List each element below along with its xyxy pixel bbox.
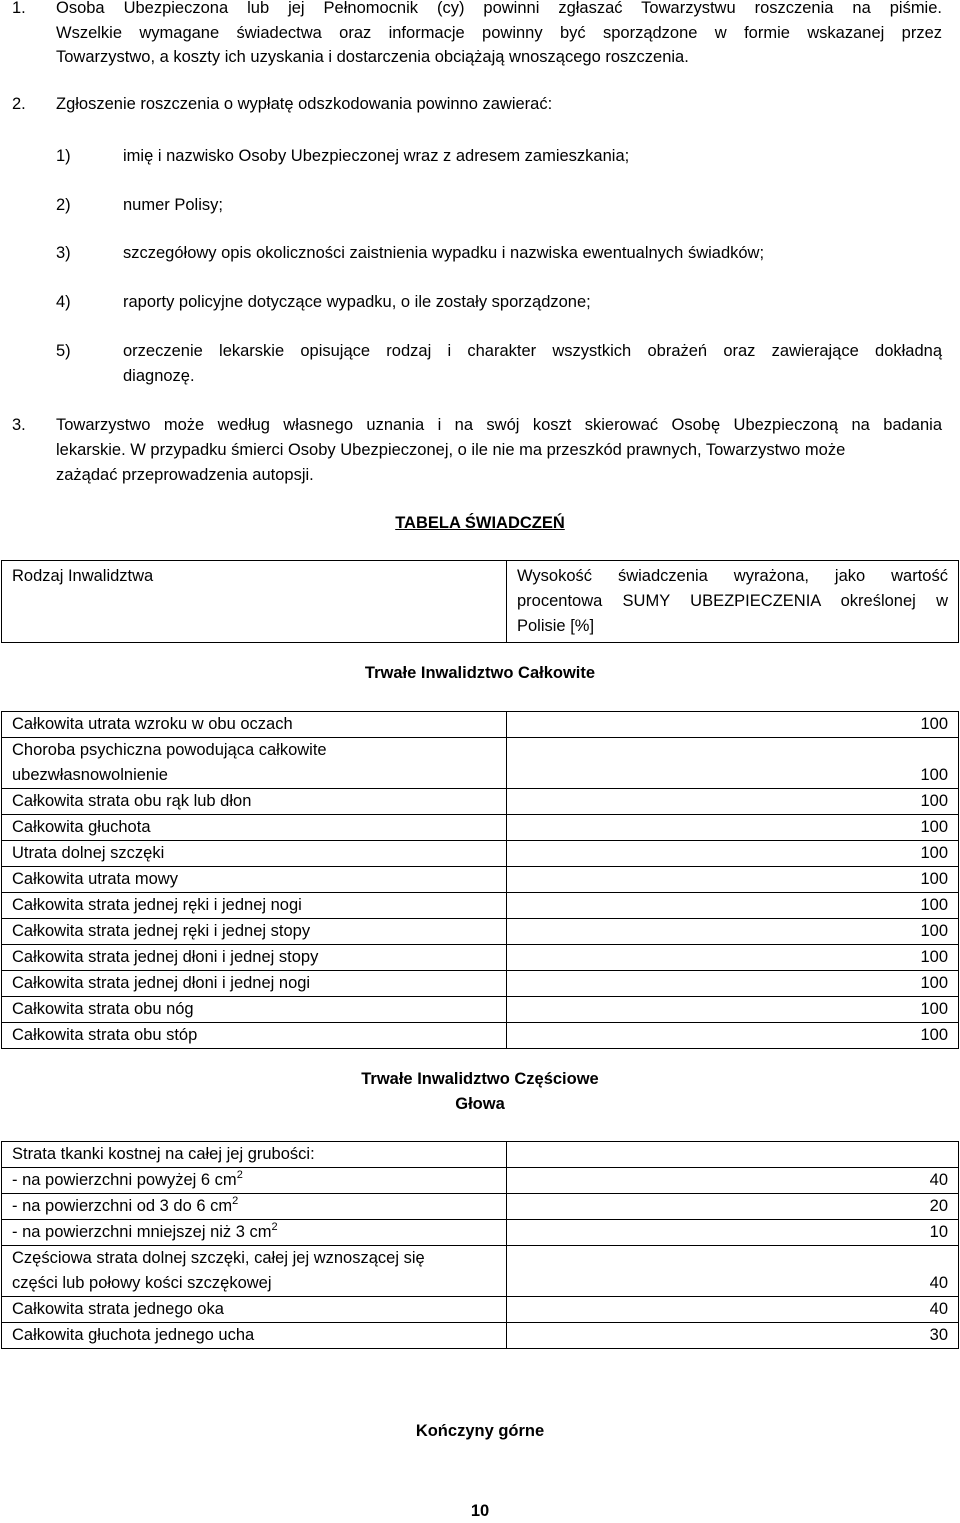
section-3-line-2: lekarskie. W przypadku śmierci Osoby Ubezpieczonej, o ile nie ma przeszkód prawnych, Towarzystwo może bbox=[56, 441, 846, 459]
item-5-text-line-2: diagnozę. bbox=[123, 367, 195, 385]
row-label: Całkowita strata jednej dłoni i jednej nogi bbox=[2, 971, 507, 997]
row-value: 40 bbox=[507, 1246, 959, 1297]
row-label-line-2: części lub połowy kości szczękowej bbox=[12, 1274, 272, 1292]
row-label-line-1: Częściowa strata dolnej szczęki, całej jej wznoszącej się bbox=[12, 1249, 425, 1267]
table-row bbox=[2, 738, 959, 789]
row-label: Całkowita strata jednej ręki i jednej nogi bbox=[2, 893, 507, 919]
section-title-total: Trwałe Inwalidztwo Całkowite bbox=[364, 664, 596, 682]
section-3-number: 3. bbox=[12, 416, 26, 434]
superscript: 2 bbox=[236, 1169, 243, 1181]
row-label-text: - na powierzchni powyżej 6 cm bbox=[12, 1171, 237, 1189]
page-number: 10 bbox=[470, 1502, 490, 1520]
row-value: 100 bbox=[507, 841, 959, 867]
row-label bbox=[2, 1246, 507, 1297]
header-col-type: Rodzaj Inwalidztwa bbox=[2, 561, 507, 643]
row-value: 100 bbox=[507, 997, 959, 1023]
row-label bbox=[2, 1194, 507, 1220]
row-label: Całkowita strata jednego oka bbox=[2, 1297, 507, 1323]
table-row bbox=[2, 815, 959, 841]
row-value: 100 bbox=[507, 789, 959, 815]
superscript: 2 bbox=[232, 1195, 239, 1207]
item-4-number: 4) bbox=[56, 293, 71, 311]
row-value: 100 bbox=[507, 893, 959, 919]
row-value: 100 bbox=[507, 815, 959, 841]
row-label: Strata tkanki kostnej na całej jej grubości: bbox=[2, 1142, 507, 1168]
row-label: Całkowita utrata wzroku w obu oczach bbox=[2, 712, 507, 738]
header-col-value-line-2: procentowa SUMY UBEZPIECZENIA określonej w bbox=[517, 592, 948, 610]
table-row bbox=[2, 997, 959, 1023]
section-2-number: 2. bbox=[12, 95, 26, 113]
table-row bbox=[2, 1323, 959, 1349]
table-row bbox=[2, 867, 959, 893]
row-value: 100 bbox=[507, 1023, 959, 1049]
item-1-number: 1) bbox=[56, 147, 71, 165]
table-row bbox=[2, 919, 959, 945]
superscript: 2 bbox=[271, 1221, 278, 1233]
table-row bbox=[2, 841, 959, 867]
row-value: 40 bbox=[507, 1297, 959, 1323]
section-title-partial: Trwałe Inwalidztwo Częściowe bbox=[361, 1070, 599, 1088]
row-label bbox=[2, 1220, 507, 1246]
row-value: 100 bbox=[507, 867, 959, 893]
row-value: 10 bbox=[507, 1220, 959, 1246]
section-title-upper-limbs: Kończyny górne bbox=[415, 1422, 545, 1440]
row-value: 20 bbox=[507, 1194, 959, 1220]
table-row bbox=[2, 1194, 959, 1220]
item-2-number: 2) bbox=[56, 196, 71, 214]
row-label: Całkowita strata obu rąk lub dłon bbox=[2, 789, 507, 815]
table-row bbox=[2, 1220, 959, 1246]
table-row bbox=[2, 945, 959, 971]
item-3-text: szczegółowy opis okoliczności zaistnienia wypadku i nazwiska ewentualnych świadków; bbox=[123, 244, 765, 262]
total-disability-table bbox=[1, 711, 959, 1049]
row-label bbox=[2, 738, 507, 789]
row-label: Całkowita strata jednej dłoni i jednej stopy bbox=[2, 945, 507, 971]
row-value: 40 bbox=[507, 1168, 959, 1194]
item-5-text-line-1: orzeczenie lekarskie opisujące rodzaj i charakter wszystkich obrażeń oraz zawierające dokładną bbox=[123, 342, 942, 360]
row-value: 100 bbox=[507, 738, 959, 789]
row-label: Całkowita głuchota bbox=[2, 815, 507, 841]
section-1-line-1: Osoba Ubezpieczona lub jej Pełnomocnik (cy) powinni zgłaszać Towarzystwu roszczenia na piśmie. bbox=[56, 0, 942, 17]
item-1-text: imię i nazwisko Osoby Ubezpieczonej wraz z adresem zamieszkania; bbox=[123, 147, 630, 165]
section-3-line-1: Towarzystwo może według własnego uznania i na swój koszt skierować Osobę Ubezpieczoną na badania bbox=[56, 416, 942, 434]
row-value: 100 bbox=[507, 919, 959, 945]
header-col-value-line-3: Polisie [%] bbox=[517, 617, 595, 635]
table-row bbox=[2, 789, 959, 815]
table-row bbox=[2, 1142, 959, 1168]
table-row bbox=[2, 971, 959, 997]
table-title: TABELA ŚWIADCZEŃ bbox=[395, 514, 565, 532]
table-row bbox=[2, 893, 959, 919]
item-4-text: raporty policyjne dotyczące wypadku, o ile zostały sporządzone; bbox=[123, 293, 591, 311]
partial-disability-table bbox=[1, 1141, 959, 1349]
section-1-number: 1. bbox=[12, 0, 26, 17]
row-value: 100 bbox=[507, 945, 959, 971]
row-label: Całkowita utrata mowy bbox=[2, 867, 507, 893]
row-label: Całkowita strata jednej ręki i jednej stopy bbox=[2, 919, 507, 945]
row-label: Całkowita strata obu stóp bbox=[2, 1023, 507, 1049]
section-1-line-3: Towarzystwo, a koszty ich uzyskania i dostarczenia obciążają wnoszącego roszczenia. bbox=[56, 48, 689, 66]
table-row bbox=[2, 1023, 959, 1049]
table-row bbox=[2, 1168, 959, 1194]
row-label: Całkowita głuchota jednego ucha bbox=[2, 1323, 507, 1349]
row-value: 100 bbox=[507, 712, 959, 738]
row-label-text: - na powierzchni mniejszej niż 3 cm bbox=[12, 1223, 272, 1241]
row-label: Całkowita strata obu nóg bbox=[2, 997, 507, 1023]
table-row bbox=[2, 1297, 959, 1323]
row-label bbox=[2, 1168, 507, 1194]
section-3-line-3: zażądać przeprowadzenia autopsji. bbox=[56, 466, 314, 484]
section-2-intro: Zgłoszenie roszczenia o wypłatę odszkodowania powinno zawierać: bbox=[56, 95, 553, 113]
item-2-text: numer Polisy; bbox=[123, 196, 223, 214]
header-table bbox=[1, 560, 959, 643]
row-value: 30 bbox=[507, 1323, 959, 1349]
row-label-text: - na powierzchni od 3 do 6 cm bbox=[12, 1197, 233, 1215]
subsection-title-head: Głowa bbox=[455, 1095, 505, 1113]
row-label-line-1: Choroba psychiczna powodująca całkowite bbox=[12, 741, 327, 759]
section-1-line-2: Wszelkie wymagane świadectwa oraz informacje powinny być sporządzone w formie wskazanej przez bbox=[56, 24, 942, 42]
table-row bbox=[2, 712, 959, 738]
row-value: 100 bbox=[507, 971, 959, 997]
item-3-number: 3) bbox=[56, 244, 71, 262]
header-col-value bbox=[507, 561, 959, 643]
header-col-value-line-1: Wysokość świadczenia wyrażona, jako wartość bbox=[517, 567, 948, 585]
item-5-number: 5) bbox=[56, 342, 71, 360]
row-label-line-2: ubezwłasnowolnienie bbox=[12, 766, 168, 784]
row-label: Utrata dolnej szczęki bbox=[2, 841, 507, 867]
row-value bbox=[507, 1142, 959, 1168]
table-row bbox=[2, 1246, 959, 1297]
